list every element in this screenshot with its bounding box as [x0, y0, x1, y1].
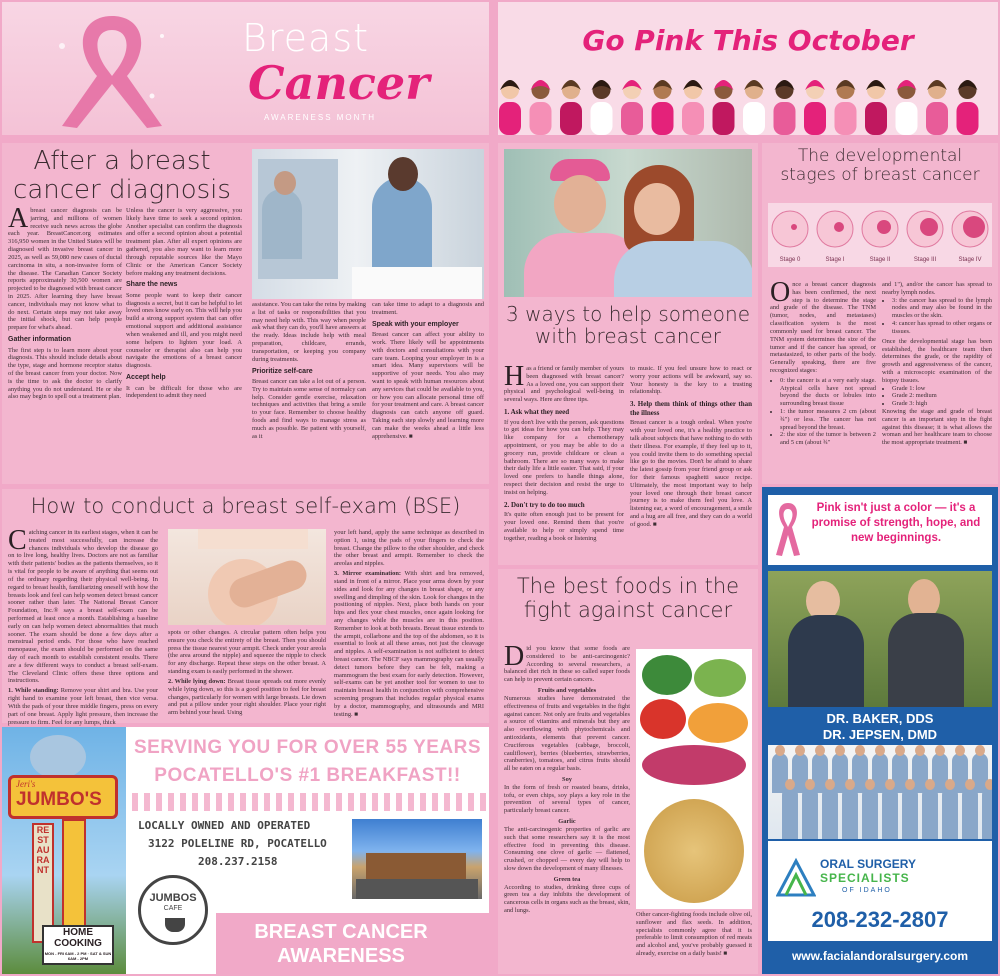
stages-col2-text: and 1"), and/or the cancer has spread to nearby lymph nodes. [882, 281, 992, 296]
foods-garlic-text: The anti-carcinogenic properties of garlic are such that some researchers say it is the most effective food in preventing this disease. Consuming one clove of garlic — flattened, crushed, or chopped — every day will help to slow down the development of many illnesses. [504, 825, 630, 872]
staff-member-head [865, 779, 875, 790]
woman-figure-body [865, 102, 887, 135]
women-illustration [498, 72, 998, 135]
diagnosis-col2 [126, 207, 242, 400]
oral-logo-l1: ORAL SURGERY [820, 857, 917, 871]
foods-article [498, 569, 758, 974]
stage-diagram-label: Stage II [869, 257, 891, 263]
woman-figure-body [530, 102, 552, 135]
diagnosis-gather-text: The first step is to learn more about your diagnosis. This should include details about the type, stage and hormone receptor status of the breast cancer from your doctor. Now is the time to ask the doctor to clarify anything you do not understand. He or she also may begin to spell out a treatment plan. [8, 346, 122, 401]
dropcap-d: D [504, 641, 525, 672]
woman-figure-body [499, 102, 521, 135]
bse-title: How to conduct a breast self-exam (BSE) [30, 494, 461, 518]
help-photo [504, 149, 752, 297]
help-col2 [630, 365, 752, 529]
grade-3: • Grade 3: high [892, 400, 992, 408]
staff-member-head [795, 745, 805, 756]
woman-figure-body [621, 102, 643, 135]
help-tip2-head: 2. Don't try to do too much [504, 500, 585, 509]
jumbos-phone: 208.237.2158 [198, 855, 278, 868]
staff-member-head [825, 779, 835, 790]
bse-step2-head: 2. While lying down: [168, 677, 226, 685]
foods-fv-head: Fruits and vegetables [537, 687, 597, 695]
staff-member [782, 787, 798, 839]
staff-member-head [885, 779, 895, 790]
diagnosis-col4 [372, 301, 484, 441]
staff-member-head [955, 745, 965, 756]
stage-diagram-circle [772, 211, 808, 247]
woman-figure-body [774, 102, 796, 135]
staff-member-head [905, 779, 915, 790]
woman-figure-body [835, 102, 857, 135]
stage-diagram-tumor [963, 216, 985, 238]
jumbos-cafe-logo [138, 875, 208, 945]
sign-hours: MON - FRI 6AM - 2 PM · SAT & SUN 6AM - 2PM [44, 951, 112, 961]
staff-member [982, 787, 992, 839]
stage-item-0: • 0: the cancer is at a very early stage. Atypical cells have not spread beyond the ducts or lobules into surrounding breast tissue [780, 377, 876, 408]
stages-title [762, 147, 998, 185]
sign-jeris: Jeri's [16, 779, 36, 789]
woman-figure-body [896, 102, 918, 135]
staff-member-head [965, 779, 975, 790]
help-title-line1: 3 ways to help someone [506, 302, 750, 326]
foods-col2: Other cancer-fighting foods include olive oil, sunflower and flax seeds. In addition, specialists commonly agree that it is preferable to limit consumption of red meats and alcohol and, you've probably guessed it already, exercise on a daily basis! ■ [636, 911, 752, 958]
stage-diagram-tumor [920, 218, 938, 236]
header-right [498, 2, 998, 135]
bse-step1-head: 1. While standing: [8, 687, 59, 695]
jumbos-awareness-l1: BREAST CANCER [254, 921, 428, 943]
staff-member-head [915, 745, 925, 756]
sign-restaurant: RESTAURANT [36, 825, 50, 875]
jumbos-address: 3122 POLELINE RD, POCATELLO [148, 837, 327, 850]
bse-col1 [8, 525, 158, 726]
staff-member [942, 787, 958, 839]
staff-member-head [815, 745, 825, 756]
stages-col2c-text: Knowing the stage and grade of breast cancer is an important step in the fight against this disease; it is what allows the woman and her healthcare team to choose the most appropriate treatment. ■ [882, 408, 992, 447]
bse-col3 [334, 529, 484, 719]
staff-member [802, 787, 818, 839]
foods-soy-text: In the form of fresh or roasted beans, drinks, tofu, or even chips, soy plays a key role in the prevention of several types of cancer, particularly breast cancer. [504, 783, 630, 815]
diagnosis-share-head: Share the news [126, 281, 178, 289]
jumbos-awareness-l2: AWARENESS [277, 945, 405, 967]
header-breast: Breast [242, 16, 370, 60]
stage-diagram-label: Stage I [825, 257, 845, 263]
staff-member-head [895, 745, 905, 756]
staff-member [922, 787, 938, 839]
foods-tea-head: Green tea [553, 875, 581, 883]
stages-diagram [768, 203, 992, 267]
sign-jumbos: JUMBO'S [16, 789, 102, 810]
dropcap-c: C [8, 525, 27, 556]
staff-member-head [775, 745, 785, 756]
staff-member-head [935, 745, 945, 756]
woman-figure-body [560, 102, 582, 135]
staff-member [862, 787, 878, 839]
stages-col1-text: nce a breast cancer diagnosis has been confirmed, the next step is to determine the stage and grade of the disease. The TNM (tumor, nodes, and metastases) classification system is the most commonly used for breast cancer. The TNM system determines the size of the tumor and if the cancer has spread, or metastasized, to other parts of the body. Generally speaking, there are five recognized stages: [770, 281, 876, 374]
diagnosis-gather-head: Gather information [8, 336, 72, 343]
bse-col2 [168, 629, 326, 717]
stage-diagram-label: Stage III [913, 257, 937, 263]
bse-step2-text: Breast tissue spreads out more evenly while lying down, so this is a good position to feel for breast changes, particularly for women with large breasts. Lie down and put a pillow under your right shoulder. Place your right arm behind your head. Using [168, 677, 326, 717]
diagnosis-title [2, 147, 242, 205]
diagnosis-col3-text: assistance. You can take the reins by making a list of tasks or responsibilities that you may need help with. This way when people ask what they can do, you'll have answers at the ready. Ideas include help with meal preparation, childcare, errands, transportation, or keeping you company during treatments. [252, 301, 366, 363]
foods-fv-text: Numerous studies have demonstrated the effectiveness of fruits and vegetables in the fight against cancer. Not only are fruits and vegetables a source of vitamins and minerals but they are also overflowing with phytochemicals and antioxidants, elements that prevent cancer. Cruciferous vegetables (cabbage, broccoli, cauliflower), berries (blueberries, strawberries, cranberries), tomatoes, and citrus fruits should all be eaten on a regular basis. [504, 694, 630, 773]
stages-article [762, 143, 998, 484]
coffee-cup-icon [165, 918, 185, 932]
header-awareness: AWARENESS MONTH [264, 113, 377, 122]
jumbos-owned: LOCALLY OWNED AND OPERATED [138, 819, 311, 832]
oral-dr2: DR. JEPSEN, DMD [822, 727, 938, 742]
cafe-logo-cafe: CAFE [163, 905, 183, 912]
staff-member-head [925, 779, 935, 790]
stages-col1 [770, 277, 876, 447]
grade-1: • Grade 1: low [892, 385, 992, 393]
foods-garlic-head: Garlic [558, 818, 576, 826]
oral-logo-l3: OF IDAHO [842, 887, 892, 894]
diagnosis-col1 [8, 203, 122, 401]
diagnosis-col3 [252, 301, 366, 441]
foods-title [498, 575, 758, 622]
jumbos-pink-band [126, 793, 489, 811]
diagnosis-col2-text: Unless the cancer is very aggressive, you likely have time to seek a second opinion. Another specialist can confirm the diagnosis and offer a second opinion about a potential treatment plan. After all expert opinions are gathered, you also may want to learn more through reputable sources like the Mayo Clinic or the American Cancer Society before making any treatment decisions. [126, 207, 242, 277]
dropcap-a: A [8, 203, 29, 234]
oral-logo-l2: SPECIALISTS [820, 871, 910, 885]
stage-diagram-label: Stage 0 [779, 257, 801, 263]
diagnosis-title-line1: After a breast [33, 146, 211, 176]
oral-surgery-ad [762, 487, 998, 974]
bse-photo [168, 529, 326, 625]
stages-title-line2: stages of breast cancer [780, 165, 980, 186]
stages-title-line1: The developmental [797, 146, 963, 166]
bse-step3-text: With shirt and bra removed, stand in front of a mirror. Place your arms down by your sides and look for any changes in breast shape, or any swelling and dimpling of the skin. Look for changes in the positioning of nipples. Next, place both hands on your hips and flex your chest muscles, once again looking for any changes while the muscles are in this position. Remember to look at both breasts. Breast tissue extends to the armpit, collarbone and the top of the abdomen, so it is essential to look at all these areas, not just the cleavage and nipples. A self-examination is not sufficient to detect breast cancer. The NBCF says mammography can usually detect tumors before they can be felt, making a mammogram the best exam for early detection. However, self-exams can be yet another tool for women to use to maintain breast health in conjunction with comprehensive screening program that includes regular physical exams by a doctor, mammography, and ultrasounds and MRI testing. ■ [334, 570, 484, 718]
woman-figure-body [926, 102, 948, 135]
stage-item-3: • 3: the cancer has spread to the lymph nodes and may also be found in the muscles or the skin. [892, 297, 992, 320]
jumbos-serving: SERVING YOU FOR OVER 55 YEARS [133, 737, 482, 758]
doctors-photo [768, 571, 992, 707]
stages-list1 [770, 377, 876, 447]
help-col2-text: to music. If you feel unsure how to react or worry your actions will be awkward, say so. Your honesty is the key to a trusting relationship. [630, 365, 752, 396]
diagnosis-photo [252, 149, 484, 299]
header-cancer: Cancer [248, 56, 430, 110]
bse-article [2, 489, 489, 726]
help-col1 [504, 361, 624, 543]
sign-home: HOME [63, 927, 93, 938]
cafe-logo-jumbos: JUMBOS [149, 892, 197, 904]
foods-title-line1: The best foods in the [516, 574, 740, 598]
stage-diagram-tumor [791, 224, 797, 230]
header-go-pink: Go Pink This October [582, 24, 914, 57]
help-tip3-text: Breast cancer is a tough ordeal. When you're with your loved one, it's a healthy practice to talk about subjects that have nothing to do with their illness. For example, if they feel up to it, you could invite them to do something special like go to the movies. Don't be afraid to share the latest gossip from your friend group or ask for their famous spaghetti sauce recipe. Ultimately, the most important way to help your loved one through their breast cancer journey is to make them feel you love. A listening ear, a word of encouragement, a smile and a hug are all free, and they can do a world of good. ■ [630, 419, 752, 528]
help-title-line2: with breast cancer [535, 324, 721, 349]
staff-member-head [945, 779, 955, 790]
woman-figure-body [743, 102, 765, 135]
diagnosis-article [2, 143, 489, 484]
jumbos-sign-photo [2, 727, 126, 974]
jumbos-breakfast: POCATELLO'S #1 BREAKFAST!! [154, 765, 461, 786]
diagnosis-self-head: Prioritize self-care [252, 367, 313, 375]
staff-member [822, 787, 838, 839]
help-tip1-text: If you don't live with the person, ask questions to get ideas for how you can help. They may like company for a chemotherapy appointment, or you may be able to do a grocery run, provide childcare or clean a bathroom. There are so many ways to make their daily life a little easier. That said, if your loved one prefers to handle things alone, respect their decision and resist the urge to insist on helping. [504, 418, 624, 496]
pink-ribbon-icon-ad [776, 501, 800, 557]
staff-member-head [855, 745, 865, 756]
bse-col1-text: atching cancer in its earliest stages, when it can be treated most successfully, can increase the chances individuals who develop the disease go on to live long, healthy lives. Doctors are not as familiar with their patients' bodies as the patients themselves, so it is vital for people to be aware of anything that seems out of the ordinary regarding their physical well-being. In regard to breast health, familiarizing oneself with how the breasts look and feel can help women detect breast cancer sooner rather than later. The National Breast Cancer Foundation, Inc.® says a breast self-exam can be performed at least once a month. Establishing a baseline early on can help women detect abnormalities that much sooner. The exam should be done a few days after a menstrual period ends. For those who have reached menopause, the exam should be performed on the same day of each month to establish consistent results. There are a few different ways to conduct a breast self-exam. The Cleveland Clinic offers these three options and instructions. [8, 529, 158, 685]
woman-figure-body [652, 102, 674, 135]
diagnosis-share-text: Some people want to keep their cancer diagnosis a secret, but it can be helpful to let loved ones know early on. This will help you build a strong support system that can offer emotional support and additional assistance when weakened and ill, and you might need some helpers to lighten your load. A counselor or therapist also can help you navigate the emotions of a breast cancer diagnosis. [126, 291, 242, 370]
header-left [2, 2, 489, 135]
staff-member-head [875, 745, 885, 756]
sign-cooking: COOKING [54, 938, 102, 949]
jumbos-building-photo [352, 819, 482, 899]
foods-col1 [504, 641, 630, 915]
stage-diagram-label: Stage IV [958, 257, 982, 263]
diagnosis-title-line2: cancer diagnosis [13, 175, 231, 206]
help-title [498, 303, 758, 348]
woman-figure-body [713, 102, 735, 135]
bse-step1-text: Remove your shirt and bra. Use your right hand to examine your left breast, then vice versa. With the pads of your three middle fingers, press on every part of one breast. Apply light pressure, then increase the pressure to firm. Feel for any lumps, thick [8, 687, 158, 726]
staff-member-head [985, 779, 992, 790]
grade-2: • Grade 2: medium [892, 392, 992, 400]
diagnosis-accept-text: It can be difficult for those who are independent to admit they need [126, 384, 242, 400]
help-tip2-text: It's quite often enough just to be present for your loved one. Remind them that you're available to help or simply spend time together, reading a book or listening [504, 511, 624, 542]
diagnosis-self-text: Breast cancer can take a lot out of a person. Try to maintain some sense of normalcy can help. Consider gentle exercise, relaxation techniques and activities that bring a smile to your face. Remember to choose healthy foods and find ways to manage stress as much as possible. Be patient with yourself, as it [252, 378, 366, 440]
oral-web: www.facialandoralsurgery.com [791, 949, 969, 963]
bse-step3-head: 3. Mirror examination: [334, 570, 402, 578]
woman-figure-body [682, 102, 704, 135]
jumbos-ad [2, 727, 489, 974]
foods-tea-text: According to studies, drinking three cups of green tea a day inhibits the development of cancerous cells in organs such as the breast, skin, and lungs. [504, 883, 630, 914]
help-article [498, 143, 758, 565]
oral-slogan: Pink isn't just a color — it's a promise of strength, hope, and new beginnings. [811, 502, 981, 545]
oral-dr1: DR. BAKER, DDS [826, 711, 934, 726]
staff-member-head [845, 779, 855, 790]
staff-photo [768, 745, 992, 839]
staff-member [882, 787, 898, 839]
bse-col2-text: spots or other changes. A circular pattern often helps you ensure you check the entirety of the breast. Then you should press the tissue nearest your armpit. Check under your areola (the area around the nipple) and squeeze the nipple to check for any discharge. Repeat these steps on the other breast. A standing exam is easily performed in the shower. [168, 629, 326, 676]
staff-member-head [835, 745, 845, 756]
staff-member-head [975, 745, 985, 756]
foods-photo [636, 649, 752, 909]
grades-list [882, 385, 992, 408]
staff-member [842, 787, 858, 839]
diagnosis-employer-head: Speak with your employer [372, 320, 459, 328]
staff-member-head [805, 779, 815, 790]
stages-list2 [882, 297, 992, 336]
staff-member [962, 787, 978, 839]
stage-diagram-tumor [877, 220, 891, 234]
foods-intro-text: id you know that some foods are considered to be anti-carcinogenic? According to several researchers, a balanced diet rich in these so called super foods can help to prevent certain cancers. [504, 645, 630, 684]
oral-phone: 208-232-2807 [811, 907, 949, 932]
foods-title-line2: fight against cancer [523, 597, 733, 622]
stage-item-4: • 4: cancer has spread to other organs or tissues. [892, 320, 992, 336]
foods-soy-head: Soy [562, 776, 572, 783]
diagnosis-accept-head: Accept help [126, 373, 166, 381]
help-tip1-head: 1. Ask what they need [504, 408, 570, 417]
pink-ribbon-icon [42, 6, 182, 134]
stage-item-2: • 2: the size of the tumor is between 2 and 5 cm (about ¾" [780, 431, 876, 447]
woman-figure-body [957, 102, 979, 135]
help-col1-text: as a friend or family member of yours been diagnosed with breast cancer? As a loved one, you can support their physical and psychological well-being in several ways. Here are three tips. [504, 365, 624, 404]
woman-figure-body [804, 102, 826, 135]
help-tip3-head: 3. Help them think of things other than the illness [630, 400, 752, 417]
stage-item-1: • 1: the tumor measures 2 cm (about ¾") or less. The cancer has not spread beyond the breast. [780, 408, 876, 431]
diagnosis-employer-text: Breast cancer can affect your ability to work. There likely will be appointments with doctors and consultations with your care team. Looping your employer in is a smart idea. Many supervisors will be supportive of your needs. You also may want to speak with human resources about any services that could be available to you, or how you can allocate personal time off for your treatment and care. A breast cancer diagnosis can catch anyone off guard. Taking each step slowly and learning more can make the weeks ahead a little less apprehensive. ■ [372, 331, 484, 440]
woman-figure-body [591, 102, 613, 135]
stages-col2 [882, 281, 992, 447]
mountain-logo-icon [776, 855, 816, 897]
staff-member [902, 787, 918, 839]
diagnosis-col4-text: can take time to adapt to a diagnosis and treatment. [372, 301, 484, 316]
staff-member-head [785, 779, 795, 790]
bse-col3-text: your left hand, apply the same technique as described in option 1, using the pads of your fingers to check the breast. Change the pillow to the other shoulder, and check the other breast and armpit. Remember to check the areolas and nipples. [334, 529, 484, 568]
dropcap-o: O [770, 277, 791, 308]
stage-diagram-tumor [834, 222, 844, 232]
stages-col2b-text: Once the developmental stage has been established, the healthcare team then determines the grade, or the rapidity of growth and aggressiveness of the cancer, with a microscopic examination of the biopsy tissues. [882, 337, 992, 384]
diagnosis-col1-text: breast cancer diagnosis can be jarring, and millions of women receive such news across the globe each year. BreastCancer.org estimates 316,950 women in the United States will be diagnosed with invasive breast cancer in 2025, as well as 59,080 new cases of ductal carcinoma in situ, a non-invasive form of the disease. The Canadian Cancer Society reports approximately 30,500 women are projected to be diagnosed with breast cancer in 2025. After learning they have breast cancer, individuals may not know what to do next. Certain steps may not take away the initial shock, but can help people prepare for what's ahead. [8, 207, 122, 332]
dropcap-h: H [504, 361, 525, 392]
